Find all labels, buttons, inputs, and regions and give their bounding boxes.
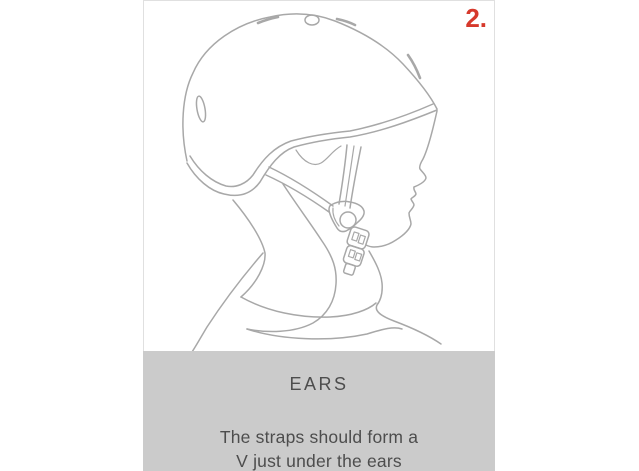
instruction-card: [143, 0, 495, 471]
caption-description: [143, 425, 495, 471]
caption-line-2: V just under the ears: [236, 451, 402, 471]
helmet-dome: [183, 14, 437, 161]
caption-title: EARS: [289, 374, 349, 394]
helmet-rim-outer: [187, 110, 437, 195]
helmet-inner-shadow: [296, 146, 341, 164]
strap-divider-ring: [340, 212, 356, 228]
helmet-strap-illustration: [144, 1, 495, 352]
step-number: 2.: [465, 3, 487, 33]
front-strap-edge1: [339, 145, 347, 204]
chin-strap-buckle: [337, 226, 371, 277]
front-strap-edge2: [350, 147, 361, 208]
helmet-top-vent: [305, 15, 319, 25]
helmet-top-dash-right: [337, 19, 355, 25]
hair-nape: [233, 200, 265, 297]
caption-panel: [143, 351, 495, 471]
helmet-rear-vent: [195, 96, 207, 123]
caption-line-1: The straps should form a: [219, 427, 419, 447]
rear-strap-edge1: [269, 167, 333, 206]
helmet-line-drawing: [144, 1, 495, 352]
helmet-front-slit: [408, 55, 420, 78]
collar-upper: [241, 297, 376, 317]
helmet-rim-inner: [190, 104, 433, 187]
cheek-neck: [247, 184, 336, 331]
collar-lower: [247, 328, 402, 339]
